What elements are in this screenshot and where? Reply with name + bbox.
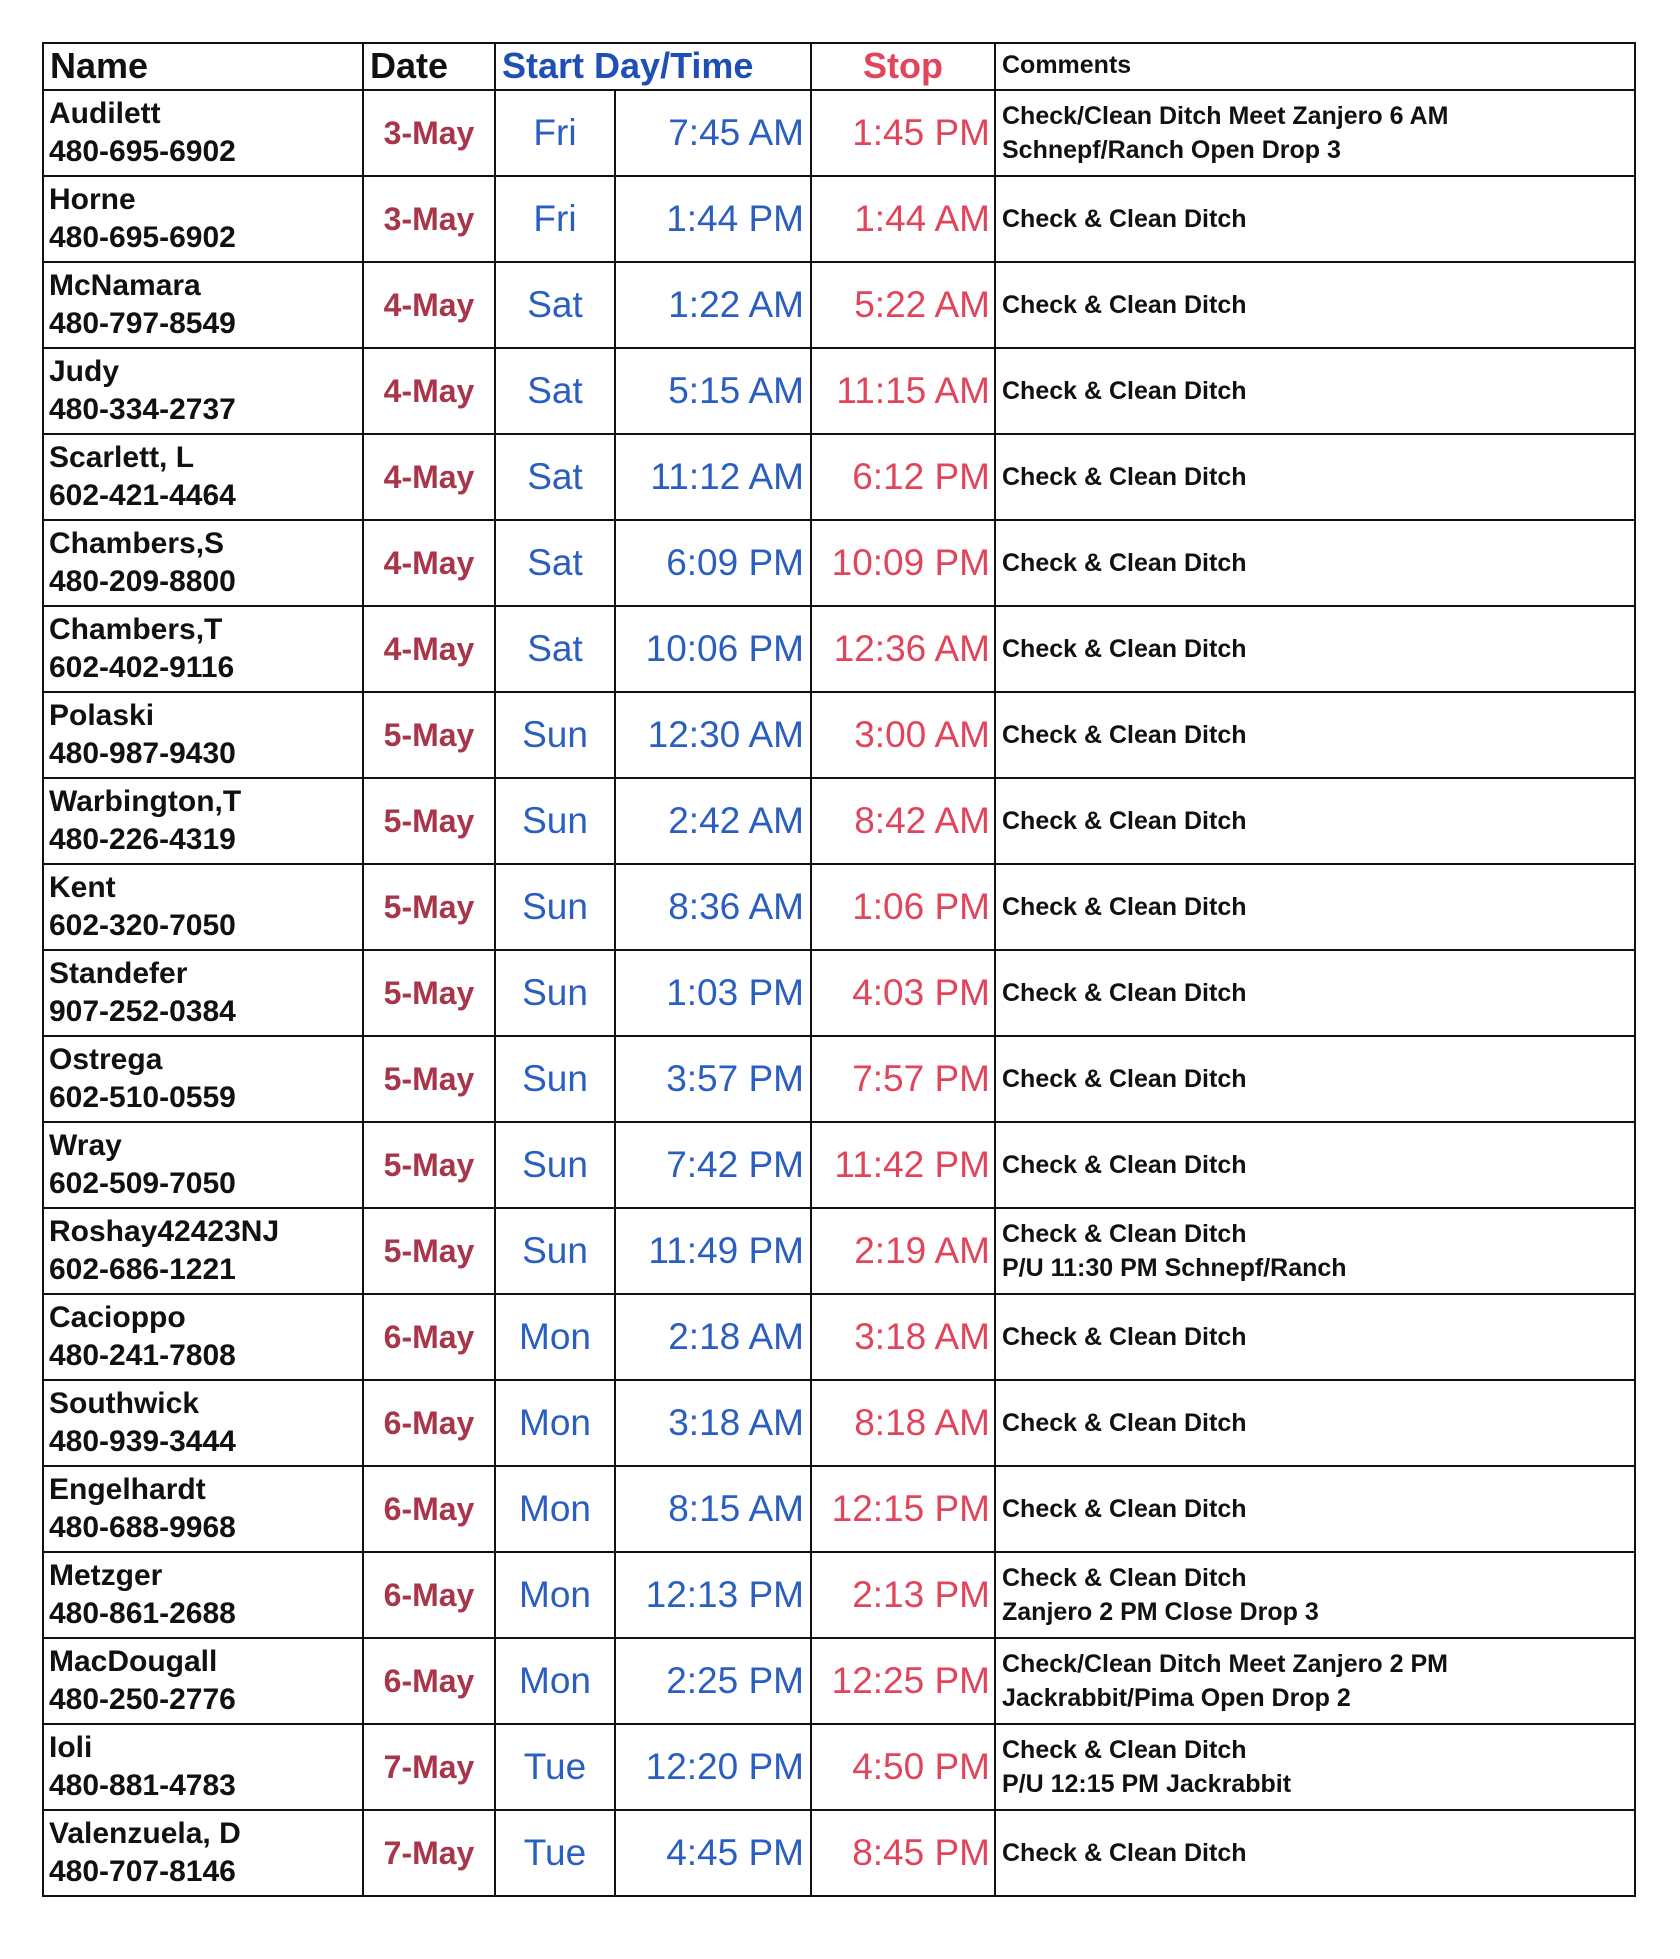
- comments-cell: [995, 348, 1635, 434]
- person-name: McNamara: [49, 269, 201, 302]
- comment-line-2: P/U 11:30 PM Schnepf/Ranch: [1002, 1254, 1347, 1282]
- start-time-cell: 6:09 PM: [615, 520, 811, 606]
- stop-time-cell: 4:03 PM: [811, 950, 995, 1036]
- day-cell: Mon: [495, 1466, 615, 1552]
- comments-cell: [995, 1036, 1635, 1122]
- date-cell: 6-May: [363, 1552, 495, 1638]
- start-time-cell: 1:44 PM: [615, 176, 811, 262]
- day-cell: Sun: [495, 1122, 615, 1208]
- table-row: [43, 90, 1635, 176]
- phone-number: 480-695-6902: [49, 221, 236, 254]
- phone-number: 480-250-2776: [49, 1683, 236, 1716]
- stop-time-cell: 8:18 AM: [811, 1380, 995, 1466]
- start-time-cell: 1:03 PM: [615, 950, 811, 1036]
- person-name: Audilett: [49, 97, 161, 130]
- day-cell: Sun: [495, 1208, 615, 1294]
- name-cell: [43, 1122, 363, 1208]
- name-cell: [43, 606, 363, 692]
- stop-time-cell: 12:36 AM: [811, 606, 995, 692]
- header-start: Start Day/Time: [495, 43, 811, 90]
- header-comments: Comments: [995, 43, 1635, 90]
- stop-time-cell: 1:44 AM: [811, 176, 995, 262]
- name-cell: [43, 692, 363, 778]
- stop-time-cell: 3:18 AM: [811, 1294, 995, 1380]
- table-row: [43, 434, 1635, 520]
- start-time-cell: 1:22 AM: [615, 262, 811, 348]
- person-name: Kent: [49, 871, 116, 904]
- person-name: Engelhardt: [49, 1473, 206, 1506]
- comments-cell: [995, 434, 1635, 520]
- table-row: [43, 1208, 1635, 1294]
- table-row: [43, 1552, 1635, 1638]
- name-cell: [43, 1724, 363, 1810]
- comment-line-1: Check & Clean Ditch: [1002, 463, 1247, 491]
- comments-cell: [995, 90, 1635, 176]
- comments-cell: [995, 1208, 1635, 1294]
- start-time-cell: 11:49 PM: [615, 1208, 811, 1294]
- stop-time-cell: 7:57 PM: [811, 1036, 995, 1122]
- person-name: Scarlett, L: [49, 441, 195, 474]
- phone-number: 602-686-1221: [49, 1253, 236, 1286]
- date-cell: 5-May: [363, 1122, 495, 1208]
- person-name: Chambers,T: [49, 613, 223, 646]
- person-name: Standefer: [49, 957, 188, 990]
- start-time-cell: 12:20 PM: [615, 1724, 811, 1810]
- table-row: [43, 606, 1635, 692]
- phone-number: 480-881-4783: [49, 1769, 236, 1802]
- date-cell: 5-May: [363, 778, 495, 864]
- comment-line-1: Check & Clean Ditch: [1002, 1495, 1247, 1523]
- table-row: [43, 176, 1635, 262]
- stop-time-cell: 2:13 PM: [811, 1552, 995, 1638]
- comment-line-2: Zanjero 2 PM Close Drop 3: [1002, 1598, 1319, 1626]
- comment-line-1: Check & Clean Ditch: [1002, 1736, 1247, 1764]
- name-cell: [43, 1466, 363, 1552]
- day-cell: Tue: [495, 1724, 615, 1810]
- day-cell: Sun: [495, 950, 615, 1036]
- table-row: [43, 1122, 1635, 1208]
- comment-line-1: Check & Clean Ditch: [1002, 205, 1247, 233]
- table-row: [43, 692, 1635, 778]
- start-time-cell: 2:42 AM: [615, 778, 811, 864]
- table-row: [43, 950, 1635, 1036]
- phone-number: 602-402-9116: [49, 651, 235, 684]
- table-row: [43, 1380, 1635, 1466]
- stop-time-cell: 2:19 AM: [811, 1208, 995, 1294]
- schedule-body: [43, 90, 1635, 1896]
- stop-time-cell: 11:15 AM: [811, 348, 995, 434]
- person-name: Roshay42423NJ: [49, 1215, 280, 1248]
- comment-line-1: Check/Clean Ditch Meet Zanjero 2 PM: [1002, 1650, 1448, 1678]
- start-time-cell: 10:06 PM: [615, 606, 811, 692]
- person-name: Wray: [49, 1129, 122, 1162]
- comment-line-1: Check/Clean Ditch Meet Zanjero 6 AM: [1002, 102, 1449, 130]
- day-cell: Tue: [495, 1810, 615, 1896]
- start-time-cell: 8:36 AM: [615, 864, 811, 950]
- comment-line-2: Jackrabbit/Pima Open Drop 2: [1002, 1684, 1351, 1712]
- comment-line-1: Check & Clean Ditch: [1002, 635, 1247, 663]
- name-cell: [43, 1552, 363, 1638]
- phone-number: 602-421-4464: [49, 479, 236, 512]
- stop-time-cell: 12:25 PM: [811, 1638, 995, 1724]
- date-cell: 6-May: [363, 1638, 495, 1724]
- start-time-cell: 7:45 AM: [615, 90, 811, 176]
- name-cell: [43, 1810, 363, 1896]
- stop-time-cell: 8:42 AM: [811, 778, 995, 864]
- stop-time-cell: 8:45 PM: [811, 1810, 995, 1896]
- date-cell: 5-May: [363, 1208, 495, 1294]
- stop-time-cell: 10:09 PM: [811, 520, 995, 606]
- comment-line-1: Check & Clean Ditch: [1002, 377, 1247, 405]
- person-name: Judy: [49, 355, 120, 388]
- name-cell: [43, 1208, 363, 1294]
- phone-number: 480-695-6902: [49, 135, 236, 168]
- comments-cell: [995, 1466, 1635, 1552]
- date-cell: 7-May: [363, 1810, 495, 1896]
- phone-number: 602-510-0559: [49, 1081, 236, 1114]
- comments-cell: [995, 692, 1635, 778]
- comment-line-1: Check & Clean Ditch: [1002, 893, 1247, 921]
- start-time-cell: 3:18 AM: [615, 1380, 811, 1466]
- phone-number: 480-797-8549: [49, 307, 236, 340]
- day-cell: Sat: [495, 434, 615, 520]
- name-cell: [43, 348, 363, 434]
- date-cell: 6-May: [363, 1294, 495, 1380]
- name-cell: [43, 262, 363, 348]
- comment-line-1: Check & Clean Ditch: [1002, 1323, 1247, 1351]
- start-time-cell: 3:57 PM: [615, 1036, 811, 1122]
- name-cell: [43, 1294, 363, 1380]
- date-cell: 7-May: [363, 1724, 495, 1810]
- comment-line-1: Check & Clean Ditch: [1002, 1220, 1247, 1248]
- phone-number: 602-320-7050: [49, 909, 236, 942]
- person-name: Ostrega: [49, 1043, 163, 1076]
- day-cell: Sat: [495, 606, 615, 692]
- comment-line-1: Check & Clean Ditch: [1002, 549, 1247, 577]
- day-cell: Fri: [495, 176, 615, 262]
- name-cell: [43, 520, 363, 606]
- comment-line-2: Schnepf/Ranch Open Drop 3: [1002, 136, 1341, 164]
- name-cell: [43, 1638, 363, 1724]
- header-date: Date: [363, 43, 495, 90]
- person-name: Metzger: [49, 1559, 163, 1592]
- person-name: Horne: [49, 183, 136, 216]
- day-cell: Mon: [495, 1638, 615, 1724]
- comments-cell: [995, 1810, 1635, 1896]
- name-cell: [43, 90, 363, 176]
- date-cell: 4-May: [363, 262, 495, 348]
- person-name: Chambers,S: [49, 527, 225, 560]
- table-row: [43, 1724, 1635, 1810]
- person-name: MacDougall: [49, 1645, 218, 1678]
- stop-time-cell: 11:42 PM: [811, 1122, 995, 1208]
- comment-line-1: Check & Clean Ditch: [1002, 1839, 1247, 1867]
- table-row: [43, 778, 1635, 864]
- start-time-cell: 12:13 PM: [615, 1552, 811, 1638]
- date-cell: 3-May: [363, 176, 495, 262]
- day-cell: Sun: [495, 692, 615, 778]
- person-name: Southwick: [49, 1387, 200, 1420]
- table-row: [43, 1638, 1635, 1724]
- date-cell: 5-May: [363, 692, 495, 778]
- phone-number: 480-939-3444: [49, 1425, 236, 1458]
- table-row: [43, 1294, 1635, 1380]
- day-cell: Sat: [495, 520, 615, 606]
- person-name: Polaski: [49, 699, 155, 732]
- phone-number: 480-861-2688: [49, 1597, 236, 1630]
- name-cell: [43, 176, 363, 262]
- day-cell: Mon: [495, 1552, 615, 1638]
- schedule-table: [42, 42, 1636, 1897]
- start-time-cell: 12:30 AM: [615, 692, 811, 778]
- date-cell: 4-May: [363, 520, 495, 606]
- header-row: [43, 43, 1635, 90]
- comment-line-1: Check & Clean Ditch: [1002, 1409, 1247, 1437]
- comment-line-1: Check & Clean Ditch: [1002, 1151, 1247, 1179]
- phone-number: 480-334-2737: [49, 393, 236, 426]
- stop-time-cell: 1:06 PM: [811, 864, 995, 950]
- table-row: [43, 348, 1635, 434]
- day-cell: Sun: [495, 1036, 615, 1122]
- table-row: [43, 1810, 1635, 1896]
- date-cell: 5-May: [363, 1036, 495, 1122]
- phone-number: 480-241-7808: [49, 1339, 236, 1372]
- comments-cell: [995, 1724, 1635, 1810]
- phone-number: 602-509-7050: [49, 1167, 236, 1200]
- comment-line-1: Check & Clean Ditch: [1002, 979, 1247, 1007]
- day-cell: Sat: [495, 348, 615, 434]
- header-name: Name: [43, 43, 363, 90]
- start-time-cell: 5:15 AM: [615, 348, 811, 434]
- stop-time-cell: 6:12 PM: [811, 434, 995, 520]
- person-name: Ioli: [49, 1731, 93, 1764]
- phone-number: 480-707-8146: [49, 1855, 236, 1888]
- name-cell: [43, 778, 363, 864]
- name-cell: [43, 864, 363, 950]
- comments-cell: [995, 176, 1635, 262]
- date-cell: 5-May: [363, 864, 495, 950]
- comments-cell: [995, 1638, 1635, 1724]
- day-cell: Sun: [495, 778, 615, 864]
- comments-cell: [995, 778, 1635, 864]
- comments-cell: [995, 1380, 1635, 1466]
- schedule-sheet: [42, 42, 1634, 1900]
- comment-line-1: Check & Clean Ditch: [1002, 721, 1247, 749]
- phone-number: 480-987-9430: [49, 737, 236, 770]
- name-cell: [43, 950, 363, 1036]
- table-row: [43, 1466, 1635, 1552]
- comments-cell: [995, 262, 1635, 348]
- comments-cell: [995, 864, 1635, 950]
- day-cell: Fri: [495, 90, 615, 176]
- day-cell: Mon: [495, 1380, 615, 1466]
- person-name: Cacioppo: [49, 1301, 186, 1334]
- phone-number: 480-688-9968: [49, 1511, 236, 1544]
- date-cell: 3-May: [363, 90, 495, 176]
- stop-time-cell: 1:45 PM: [811, 90, 995, 176]
- comments-cell: [995, 1552, 1635, 1638]
- comment-line-1: Check & Clean Ditch: [1002, 807, 1247, 835]
- stop-time-cell: 12:15 PM: [811, 1466, 995, 1552]
- day-cell: Sun: [495, 864, 615, 950]
- comments-cell: [995, 1122, 1635, 1208]
- day-cell: Sat: [495, 262, 615, 348]
- stop-time-cell: 5:22 AM: [811, 262, 995, 348]
- comment-line-1: Check & Clean Ditch: [1002, 1564, 1247, 1592]
- start-time-cell: 8:15 AM: [615, 1466, 811, 1552]
- date-cell: 4-May: [363, 348, 495, 434]
- person-name: Warbington,T: [49, 785, 242, 818]
- comment-line-1: Check & Clean Ditch: [1002, 1065, 1247, 1093]
- date-cell: 6-May: [363, 1380, 495, 1466]
- start-time-cell: 11:12 AM: [615, 434, 811, 520]
- comments-cell: [995, 606, 1635, 692]
- stop-time-cell: 4:50 PM: [811, 1724, 995, 1810]
- phone-number: 480-209-8800: [49, 565, 236, 598]
- start-time-cell: 2:25 PM: [615, 1638, 811, 1724]
- comments-cell: [995, 520, 1635, 606]
- start-time-cell: 4:45 PM: [615, 1810, 811, 1896]
- phone-number: 907-252-0384: [49, 995, 236, 1028]
- comments-cell: [995, 1294, 1635, 1380]
- comments-cell: [995, 950, 1635, 1036]
- start-time-cell: 7:42 PM: [615, 1122, 811, 1208]
- person-name: Valenzuela, D: [49, 1817, 241, 1850]
- table-row: [43, 1036, 1635, 1122]
- day-cell: Mon: [495, 1294, 615, 1380]
- name-cell: [43, 1036, 363, 1122]
- phone-number: 480-226-4319: [49, 823, 236, 856]
- date-cell: 6-May: [363, 1466, 495, 1552]
- table-row: [43, 864, 1635, 950]
- name-cell: [43, 1380, 363, 1466]
- comment-line-1: Check & Clean Ditch: [1002, 291, 1247, 319]
- stop-time-cell: 3:00 AM: [811, 692, 995, 778]
- comment-line-2: P/U 12:15 PM Jackrabbit: [1002, 1770, 1292, 1798]
- table-row: [43, 262, 1635, 348]
- date-cell: 4-May: [363, 606, 495, 692]
- start-time-cell: 2:18 AM: [615, 1294, 811, 1380]
- name-cell: [43, 434, 363, 520]
- date-cell: 4-May: [363, 434, 495, 520]
- date-cell: 5-May: [363, 950, 495, 1036]
- header-stop: Stop: [811, 43, 995, 90]
- table-row: [43, 520, 1635, 606]
